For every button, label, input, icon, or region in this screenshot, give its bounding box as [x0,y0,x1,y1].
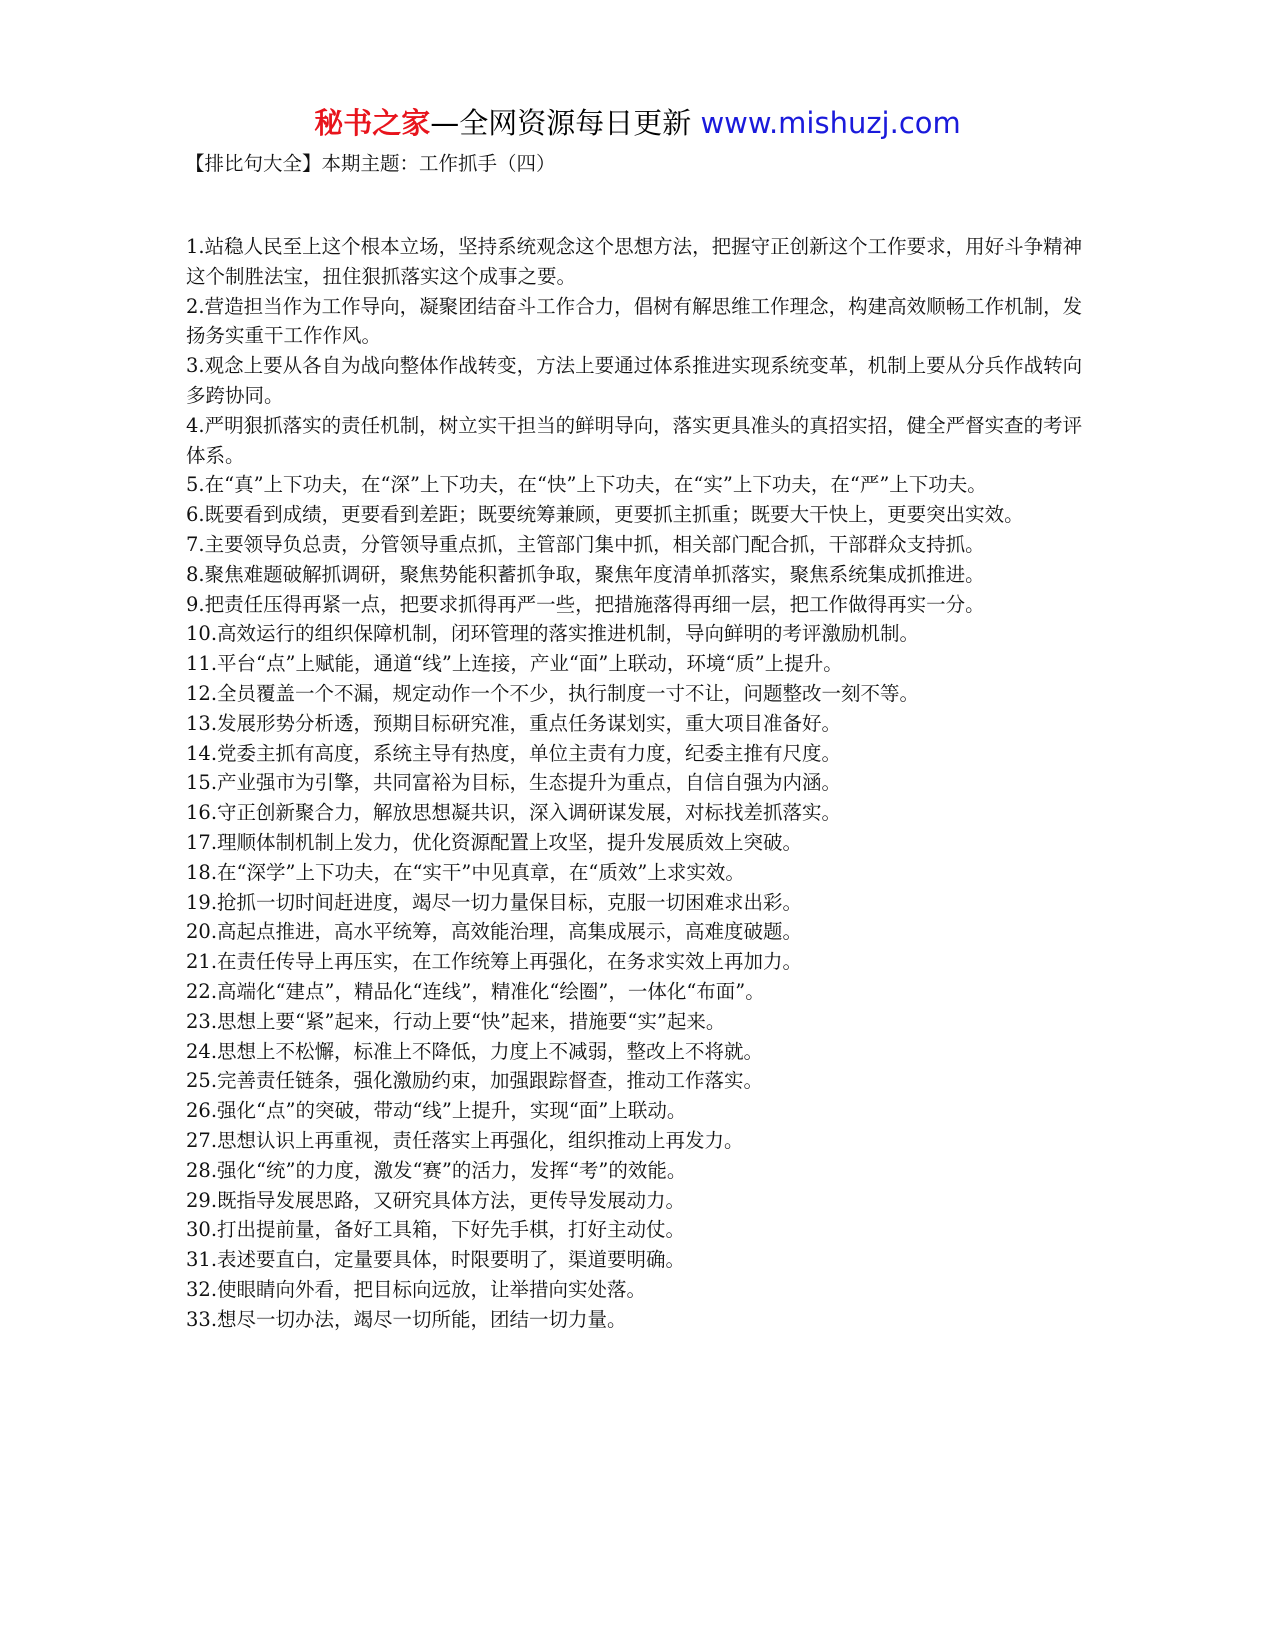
list-item: 8.聚焦难题破解抓调研，聚焦势能积蓄抓争取，聚焦年度清单抓落实，聚焦系统集成抓推进。 [186,562,985,586]
list-item: 5.在“真”上下功夫，在“深”上下功夫，在“快”上下功夫，在“实”上下功夫，在“严”上下功夫。 [186,473,987,497]
list-item: 20.高起点推进，高水平统筹，高效能治理，高集成展示，高难度破题。 [186,920,803,944]
list-item: 19.抢抓一切时间赶进度，竭尽一切力量保目标，克服一切困难求出彩。 [186,890,803,914]
list-item: 27.思想认识上再重视，责任落实上再强化，组织推动上再发力。 [186,1128,744,1152]
list-item: 10.高效运行的组织保障机制，闭环管理的落实推进机制，导向鲜明的考评激励机制。 [186,622,920,646]
list-item: 30.打出提前量，备好工具箱，下好先手棋，打好主动仗。 [186,1218,686,1242]
list-item: 16.守正创新聚合力，解放思想凝共识，深入调研谋发展，对标找差抓落实。 [186,801,842,825]
list-item: 24.思想上不松懈，标准上不降低，力度上不减弱，整改上不将就。 [186,1039,764,1063]
list-item: 2.营造担当作为工作导向，凝聚团结奋斗工作合力，倡树有解思维工作理念，构建高效顺畅工作机制，发扬务实重干工作作风。 [186,294,1083,348]
list-item: 4.严明狠抓落实的责任机制，树立实干担当的鲜明导向，落实更具准头的真招实招，健全严督实查的考评体系。 [186,413,1083,467]
list-item: 11.平台“点”上赋能，通道“线”上连接，产业“面”上联动，环境“质”上提升。 [186,652,843,676]
topic-title: 【排比句大全】本期主题：工作抓手（四） [185,152,556,175]
header-slogan: —全网资源每日更新 [430,106,701,140]
list-item: 13.发展形势分析透，预期目标研究准，重点任务谋划实，重大项目准备好。 [186,711,842,735]
list-item: 17.理顺体制机制上发力，优化资源配置上攻坚，提升发展质效上突破。 [186,830,803,854]
list-item: 33.想尽一切办法，竭尽一切所能，团结一切力量。 [186,1307,627,1331]
list-item: 29.既指导发展思路，又研究具体方法，更传导发展动力。 [186,1188,686,1212]
list-item: 31.表述要直白，定量要具体，时限要明了，渠道要明确。 [186,1248,686,1272]
list-item: 14.党委主抓有高度，系统主导有热度，单位主责有力度，纪委主推有尺度。 [186,741,842,765]
page-header [0,103,1275,143]
list-item: 15.产业强市为引擎，共同富裕为目标，生态提升为重点，自信自强为内涵。 [186,771,842,795]
list-item: 3.观念上要从各自为战向整体作战转变，方法上要通过体系推进实现系统变革，机制上要从分兵作战转向多跨协同。 [186,354,1083,407]
list-item: 1.站稳人民至上这个根本立场，坚持系统观念这个思想方法，把握守正创新这个工作要求，用好斗争精神这个制胜法宝，扭住狠抓落实这个成事之要。 [186,235,1083,288]
list-item: 7.主要领导负总责，分管领导重点抓，主管部门集中抓，相关部门配合抓，干部群众支持抓。 [186,532,985,556]
list-item: 6.既要看到成绩，更要看到差距；既要统筹兼顾，更要抓主抓重；既要大干快上，更要突出实效。 [186,503,1024,527]
list-item: 26.强化“点”的突破，带动“线”上提升，实现“面”上联动。 [186,1099,687,1123]
brand-name: 秘书之家 [314,106,431,140]
list-item: 12.全员覆盖一个不漏，规定动作一个不少，执行制度一寸不让，问题整改一刻不等。 [186,681,920,705]
item-list [186,232,1091,1334]
list-item: 21.在责任传导上再压实，在工作统筹上再强化，在务求实效上再加力。 [186,950,803,974]
list-item: 9.把责任压得再紧一点，把要求抓得再严一些，把措施落得再细一层，把工作做得再实一分。 [186,592,985,616]
list-item: 18.在“深学”上下功夫，在“实干”中见真章，在“质效”上求实效。 [186,860,745,884]
list-item: 23.思想上要“紧”起来，行动上要“快”起来，措施要“实”起来。 [186,1009,726,1033]
list-item: 28.强化“统”的力度，激发“赛”的活力，发挥“考”的效能。 [186,1158,687,1182]
list-item: 32.使眼睛向外看，把目标向远放，让举措向实处落。 [186,1277,647,1301]
website-url: www.mishuzj.com [700,106,961,140]
list-item: 22.高端化“建点”，精品化“连线”，精准化“绘圈”，一体化“布面”。 [186,979,765,1003]
list-item: 25.完善责任链条，强化激励约束，加强跟踪督查，推动工作落实。 [186,1069,764,1093]
